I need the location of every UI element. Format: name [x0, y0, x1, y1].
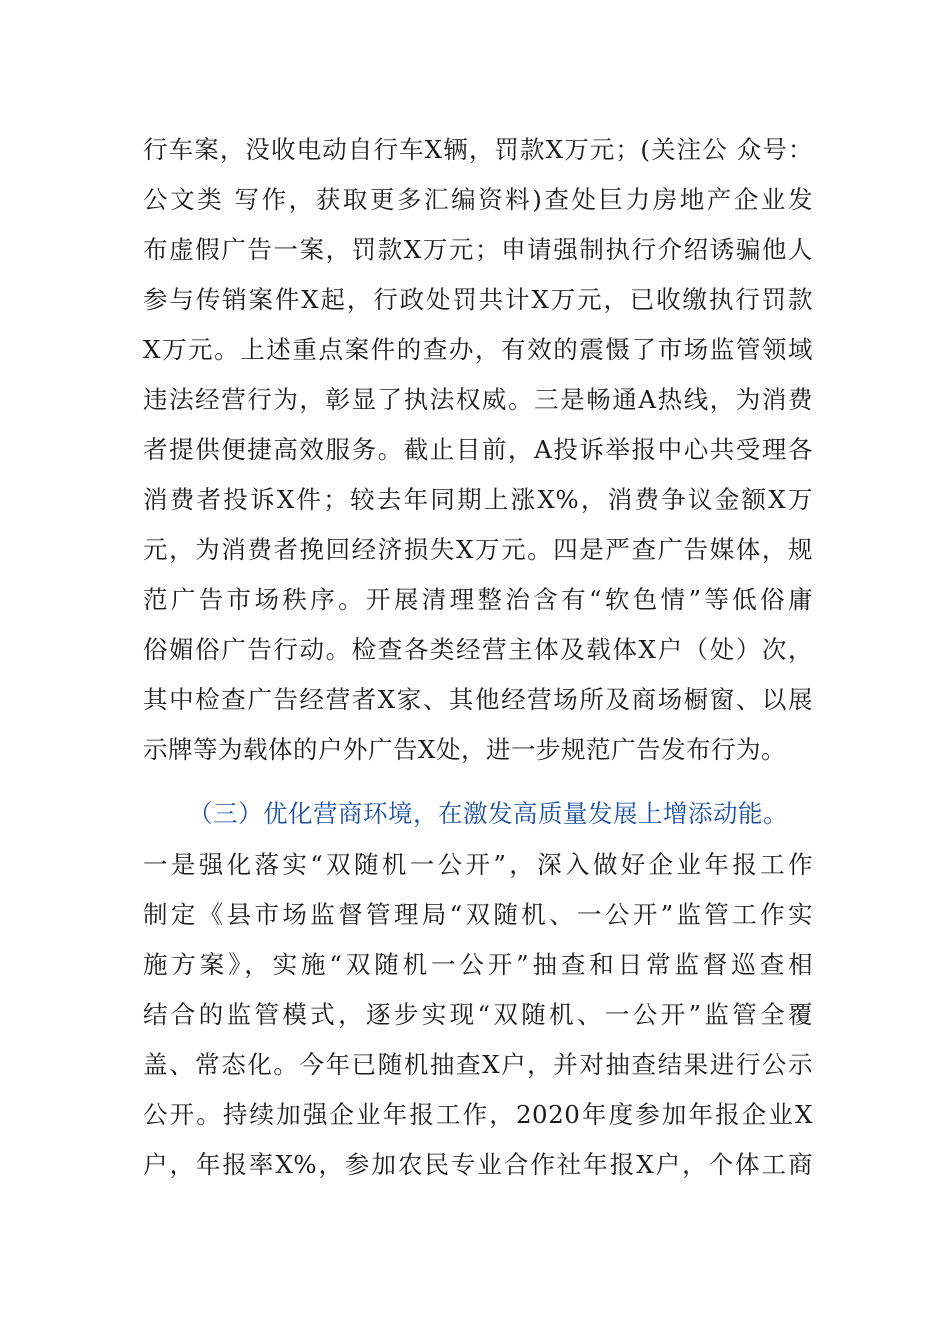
body-text-line: 消费者投诉X件；较去年同期上涨X%，消费争议金额X万 — [143, 485, 813, 514]
body-text-line: 结合的监管模式，逐步实现“双随机、一公开”监管全覆 — [143, 1000, 813, 1029]
body-text-line: 户，年报率X%，参加农民专业合作社年报X户，个体工商 — [143, 1150, 813, 1179]
body-text-line: 俗媚俗广告行动。检查各类经营主体及载体X户（处）次， — [143, 635, 813, 664]
body-text-line: X万元。上述重点案件的查办，有效的震慑了市场监管领域 — [143, 335, 813, 364]
body-text-line: 公开。持续加强企业年报工作，2020年度参加年报企业X — [143, 1100, 813, 1129]
body-text-line: 公文类 写作，获取更多汇编资料)查处巨力房地产企业发 — [143, 185, 813, 214]
body-text-line: 元，为消费者挽回经济损失X万元。四是严查广告媒体，规 — [143, 535, 813, 564]
body-text-line: 制定《县市场监督管理局“双随机、一公开”监管工作实 — [143, 900, 813, 929]
body-text-line: 者提供便捷高效服务。截止目前，A投诉举报中心共受理各 — [143, 435, 813, 464]
body-text-line: 施方案》，实施“双随机一公开”抽查和日常监督巡查相 — [143, 950, 813, 979]
body-text-line: 示牌等为载体的户外广告X处，进一步规范广告发布行为。 — [143, 735, 786, 764]
body-text-line: 布虚假广告一案，罚款X万元；申请强制执行介绍诱骗他人 — [143, 235, 813, 264]
section-heading: （三）优化营商环境，在激发高质量发展上增添动能。 — [188, 799, 788, 828]
body-text-line: 行车案，没收电动自行车X辆，罚款X万元；(关注公 众号： — [143, 135, 813, 164]
body-text-line: 参与传销案件X起，行政处罚共计X万元，已收缴执行罚款 — [143, 285, 813, 314]
body-text-line: 范广告市场秩序。开展清理整治含有“软色情”等低俗庸 — [143, 585, 813, 614]
body-text-line: 其中检查广告经营者X家、其他经营场所及商场橱窗、以展 — [143, 685, 813, 714]
body-text-line: 盖、常态化。今年已随机抽查X户，并对抽查结果进行公示 — [143, 1050, 813, 1079]
body-text-line: 违法经营行为，彰显了执法权威。三是畅通A热线，为消费 — [143, 385, 813, 414]
body-text-line: 一是强化落实“双随机一公开”，深入做好企业年报工作 — [143, 850, 813, 879]
